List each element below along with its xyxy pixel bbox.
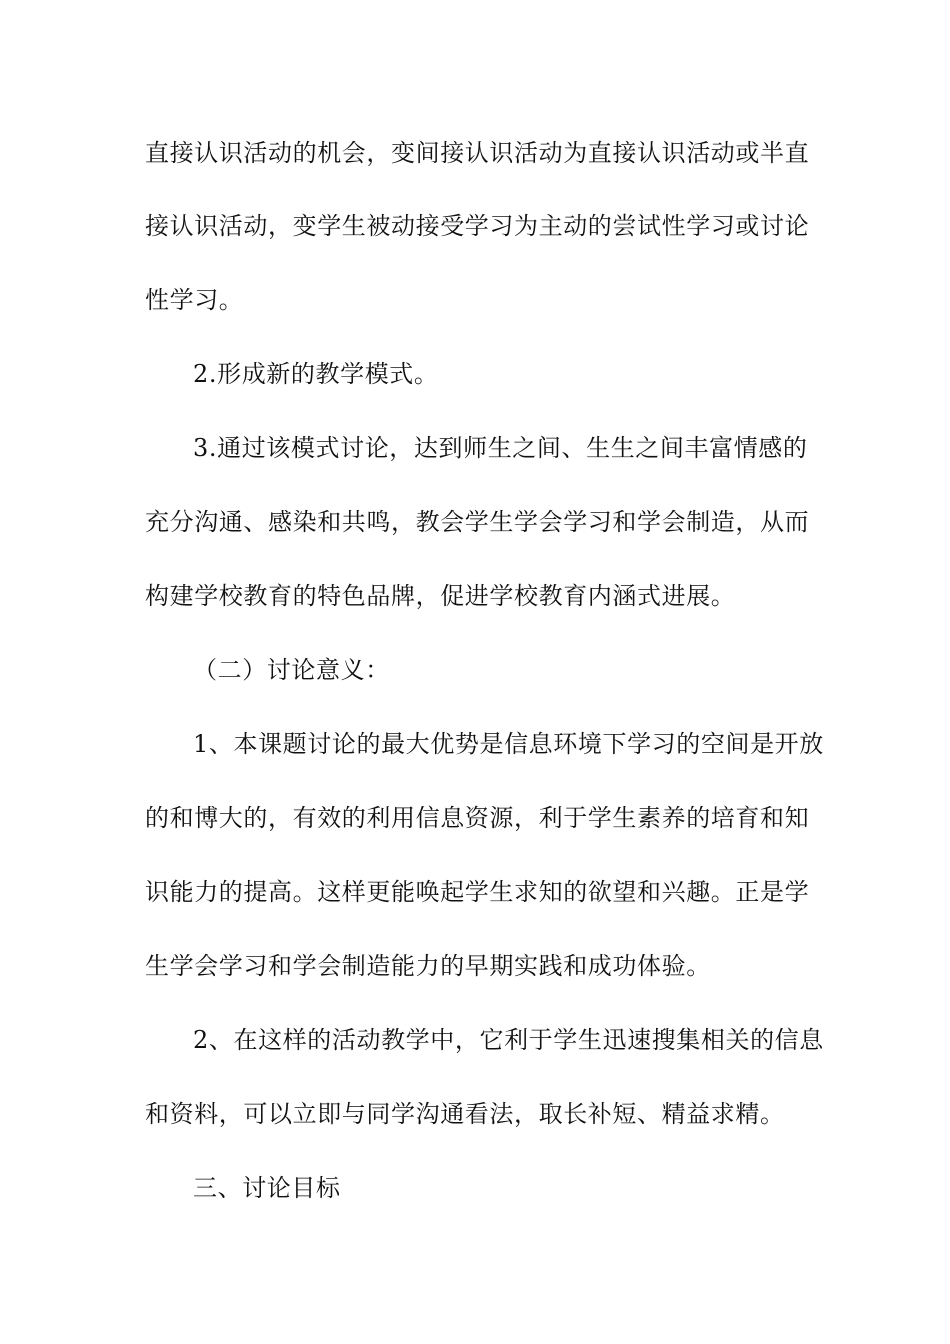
- paragraph-line: 的和博大的，有效的利用信息资源，利于学生素养的培育和知: [145, 804, 810, 832]
- section-heading: 三、讨论目标: [193, 1174, 341, 1202]
- paragraph-line: 直接认识活动的机会，变间接认识活动为直接认识活动或半直: [145, 139, 810, 167]
- paragraph-line: 充分沟通、感染和共鸣，教会学生学会学习和学会制造，从而: [145, 508, 810, 536]
- list-item: 3.通过该模式讨论，达到师生之间、生生之间丰富情感的: [193, 434, 808, 462]
- list-item: 2、在这样的活动教学中，它利于学生迅速搜集相关的信息: [193, 1026, 824, 1054]
- list-item: 1、本课题讨论的最大优势是信息环境下学习的空间是开放: [193, 730, 824, 758]
- paragraph-line: 生学会学习和学会制造能力的早期实践和成功体验。: [145, 952, 711, 980]
- paragraph-line: 识能力的提高。这样更能唤起学生求知的欲望和兴趣。正是学: [145, 878, 810, 906]
- paragraph-line: 和资料，可以立即与同学沟通看法，取长补短、精益求精。: [145, 1100, 785, 1128]
- paragraph-line: 接认识活动，变学生被动接受学习为主动的尝试性学习或讨论: [145, 212, 810, 240]
- list-item: 2.形成新的教学模式。: [193, 360, 439, 388]
- section-heading: （二）讨论意义：: [193, 656, 390, 684]
- paragraph-line: 性学习。: [145, 286, 244, 314]
- paragraph-line: 构建学校教育的特色品牌，促进学校教育内涵式进展。: [145, 582, 736, 610]
